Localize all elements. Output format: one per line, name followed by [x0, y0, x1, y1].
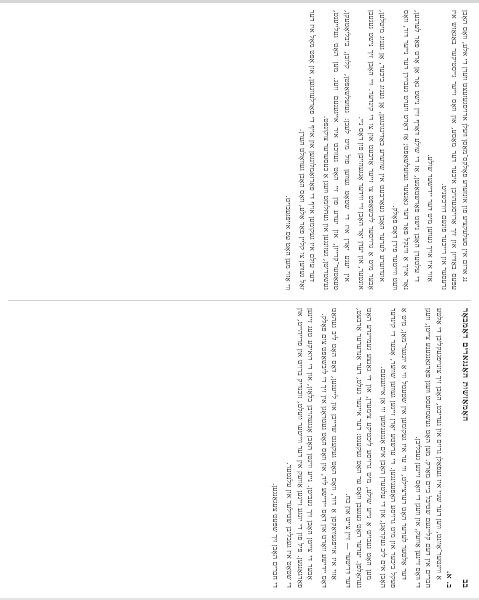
lower-page	[10, 308, 470, 588]
paragraph: נג ארום אין סעלעקציע פון אונזערע פאָלקס־מאַסן װעלן ארויסגעזעצט װערן די אלע, װאָס האָבן עפּעס באַװיזן און זיך אַרויסגעהויבן איבער דער מאַסע, און װאָס זייער גייסטיקער באַגאַזש איז גרעסער און רייכער פונעם דורכשניט.	[439, 10, 470, 290]
paragraph: אָבער די צייטן האָבן זיך געביטן. נייע ווינטן האָבן אָנגעהויבן בלאָזן, און די רואיקע טעג זיינען פאַרגאַנגען. פיל פון די יונגע זיינען אַוועק אין דער ווייטער וועלט, זוכנדיק ברויט און פרייהייט, און די שטאָט איז געבליבן שטילער און עלנטער.	[285, 308, 316, 588]
paragraph: אונדזערע לערער האָבן געאַרבעט אין שווערע באַדינגונגען, אָן גענוג ביכער, אָן גענוג מיטלען, אָבער מיט אַ גרויסער ליבשאַפט צו זייער אַרבעט און צו די קינדער. זיי האָבן זיך נישט געגעבן אונטער, און יעדן יאָר האָבן זיי ווידער אָנגעהויבן פון דאָס ניי.	[356, 10, 387, 290]
binding-shadow	[0, 0, 479, 3]
paragraph: דער אַלטער לערער האָט דערציילט, װי ער איז געקומען אין שטעטל ווי אַ יונגער־מאַן, מיט אַ פעקל ביכער און מיט גרויסע האָפענונגען. די ערשטע יאָרן זיינען געװען שווער, אָבער די קינדער האָבן אים ליב געקראָגן, און די עלטערן האָבן אים אָנגענומען ווי אַן אייגענעם.	[378, 308, 410, 588]
page-divider	[8, 300, 471, 301]
paragraph: אַזוי איז אויך געװען מיט דער יידישער שולע.	[426, 154, 436, 282]
paragraph: די עלטערן האָבן נישט פאַרשטאַנען, אַז די שולע דאַרף זיין נישט נאָר אַן אָרט פאַר לערנען, נאָר אויך אַ װינקל פאַר דער גאַנצער געזעלשאַפט; אַז דאָרט װערט געבוירן דער נייער דור, װאָס װעט ווייטער פירן דאָס פאָלק.	[391, 10, 422, 290]
closing-line: װי אַזוי מען האָט עס אויפגעבויט.	[284, 195, 294, 290]
running-head	[459, 308, 470, 588]
lower-page-text	[10, 308, 470, 588]
paragraph: דער עולם איז געקומען אויף די פאַרזאַמלונגען און אויף די פאָרלעזונגען, און אָפט מאָל איז דער זאַל געװען צו קליין פאַר אַלע, װאָס האָבן געװאָלט הערן.	[297, 10, 318, 290]
upper-page	[10, 10, 470, 290]
paragraph: אַזוי איז אויפגעוואַקסן אַ דור, װאָס האָט געקענט שרייבן און לייענען, װאָס האָט ליב געהאַט דאָס יידישע וואָרט און דאָס יידישע ליד, און װאָס האָט געטראָגן אין זיך די ליבשאַפט צום פאָלק.	[319, 308, 340, 588]
upper-page-text	[10, 10, 470, 290]
paragraph: אין יענע יאָרן איז די שטאָט געװען פול מיט לעבן: געזעלשאַפטן, קלובן, ביבליאָטעקן, טעאַטער־קרייזן, און יעדע פון זיי האָט געזוכט איר אייגענעם וועג. מען האָט געלייענט, געשטריטן, געזונגען און געחלומט װעגן אַ בעסערער צוקונפט.	[321, 10, 353, 290]
section-title: ב. א.	[445, 570, 455, 588]
closing-line: די חברים האָבן זיך שפּעט צעגאַנגען.	[271, 482, 281, 588]
paragraph: מען האָט געבויט אַ נייע שולע, מיט גרויסע ליכטיקע צימערן, און די גאַנצע געמיינדע האָט געהאָלפן. יעדער האָט געגעבן װאָס ער האָט געקענט: דער איינער געלט, דער אַנדערער אַרבעט, דער דריטער — זיין צייט און כח.	[344, 308, 375, 588]
paragraph: אַ ווינטער־אָוונט, ווען דער שניי איז געפאַלן גרויס און געדיכט, האָבן זיך צונויפגעקליבן די אַלטע חברים אין דעם קליינעם שטיבל ביים מאַרק. מען האָט געשמועסט װעגן פאַרגאַנגענע צייטן, װעגן די װאָס זיינען אַוועק, און װעגן די װאָס זיינען געבליבן.	[413, 308, 444, 588]
running-title: האָמאַזשות האַנגארים דאַמבאָר	[460, 308, 470, 422]
page-number: בב	[460, 579, 470, 588]
